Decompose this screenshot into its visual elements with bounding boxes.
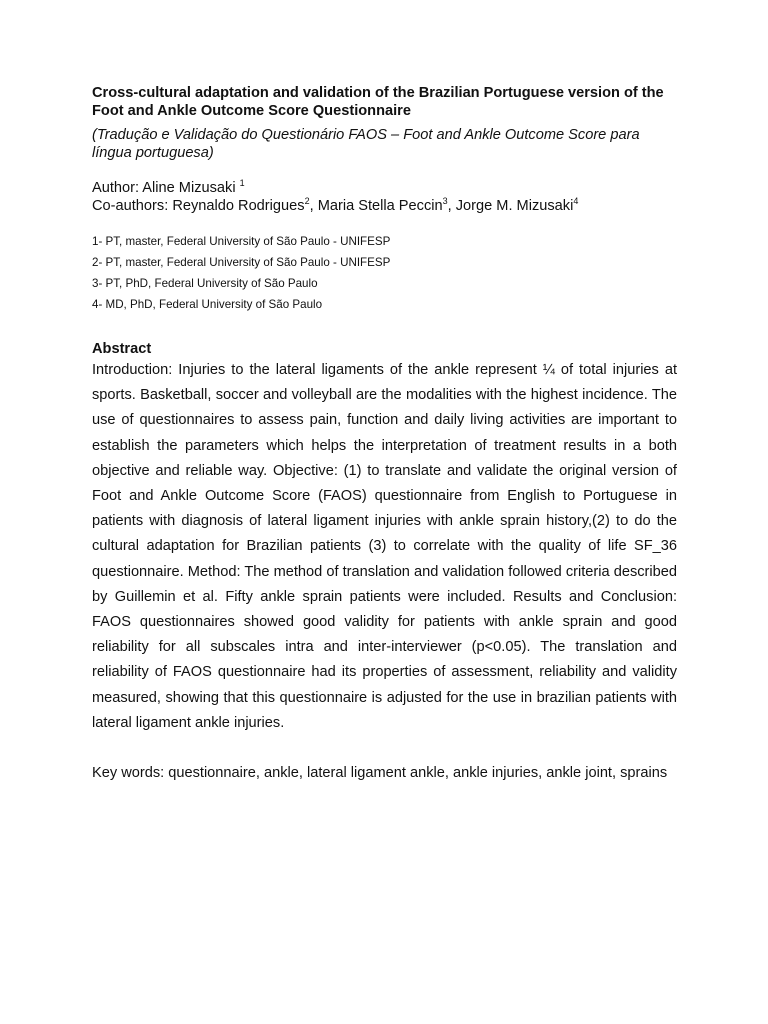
coauthor-separator: , — [309, 198, 318, 214]
coauthors-line — [92, 197, 677, 215]
author-line — [92, 179, 677, 197]
coauthor-name: Maria Stella Peccin — [317, 198, 443, 214]
affiliation-item: 1- PT, master, Federal University of São Paulo - UNIFESP — [92, 235, 391, 248]
paper-subtitle: (Tradução e Validação do Questionário FAOS – Foot and Ankle Outcome Score para língua portuguesa) — [92, 127, 640, 161]
coauthor-superscript: 2 — [304, 196, 310, 207]
affiliation-item: 2- PT, master, Federal University of São Paulo - UNIFESP — [92, 256, 391, 269]
coauthor-name: Reynaldo Rodrigues — [172, 198, 305, 214]
coauthors-prefix: Co-authors: — [92, 198, 173, 214]
affiliations-list — [92, 231, 677, 315]
author-name: Author: Aline Mizusaki — [92, 180, 240, 196]
affiliation-item: 4- MD, PhD, Federal University of São Paulo — [92, 298, 323, 311]
coauthor-separator: , — [447, 198, 456, 214]
coauthor-superscript: 4 — [573, 196, 579, 207]
author-block — [92, 179, 677, 215]
author-superscript: 1 — [239, 178, 245, 189]
paper-title: Cross-cultural adaptation and validation of the Brazilian Portuguese version of the Foot and Ankle Outcome Score Questionnaire — [92, 85, 664, 119]
abstract-heading: Abstract — [92, 341, 152, 357]
coauthor-name: Jorge M. Mizusaki — [455, 198, 574, 214]
affiliation-item: 3- PT, PhD, Federal University of São Paulo — [92, 277, 318, 290]
coauthor-superscript: 3 — [442, 196, 448, 207]
document-page — [92, 84, 677, 786]
keywords: Key words: questionnaire, ankle, lateral ligament ankle, ankle injuries, ankle joint, sprains — [92, 765, 668, 782]
abstract-body: Introduction: Injuries to the lateral ligaments of the ankle represent ¼ of total injuries at sports. Basketball, soccer and volleyball are the modalities with the highest incidence. The use of questionnaires to assess pain, function and daily living activities are important to establish the parameters which helps the interpretation of treatment results in a both objective and reliable way. Objective: (1) to translate and validate the original version of Foot and Ankle Outcome Score (FAOS) questionnaire from English to Portuguese in patients with diagnosis of lateral ligament injuries with ankle sprain history,(2) to do the cultural adaptation for Brazilian patients (3) to correlate with the quality of life SF_36 questionnaire. Method: The method of translation and validation followed criteria described by Guillemin et al. Fifty ankle sprain patients were included. Results and Conclusion: FAOS questionnaires showed good validity for patients with ankle sprain and good reliability for all subscales intra and inter-interviewer (p<0.05). The translation and reliability of FAOS questionnaire had its properties of assessment, reliability and validity measured, showing that this questionnaire is adjusted for the use in brazilian patients with lateral ligament ankle injuries. — [92, 362, 677, 731]
